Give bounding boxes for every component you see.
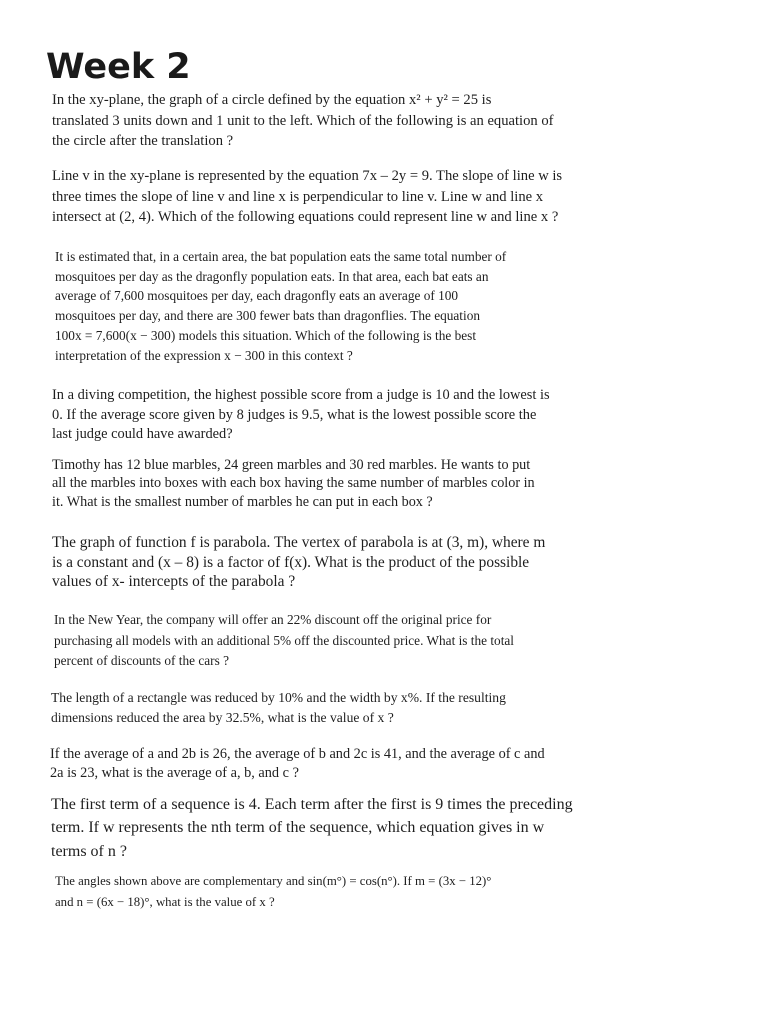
question-11 — [55, 871, 491, 912]
question-6-line-2: is a constant and (x – 8) is a factor of f(x). What is the product of the possible — [52, 553, 530, 571]
question-11-line-2: and n = (6x − 18)°, what is the value of x ? — [55, 894, 275, 909]
question-3-line-3: average of 7,600 mosquitoes per day, each dragonfly eats an average of 100 — [55, 288, 459, 304]
question-3-line-2: mosquitoes per day as the dragonfly population eats. In that area, each bat eats an — [55, 268, 489, 284]
question-5 — [52, 456, 535, 511]
question-4 — [52, 386, 550, 445]
question-1-line-2: translated 3 units down and 1 unit to the left. Which of the following is an equation of — [52, 112, 554, 129]
question-2-line-1: Line v in the xy-plane is represented by the equation 7x – 2y = 9. The slope of line w is — [52, 168, 563, 184]
question-4-line-1: In a diving competition, the highest possible score from a judge is 10 and the lowest is — [52, 387, 550, 403]
question-8 — [51, 688, 506, 728]
question-3-line-5: 100x = 7,600(x − 300) models this situation. Which of the following is the best — [55, 327, 477, 343]
question-10-line-2: term. If w represents the nth term of the sequence, which equation gives in w — [51, 819, 545, 837]
question-1 — [52, 90, 554, 152]
question-5-line-2: all the marbles into boxes with each box having the same number of marbles color in — [52, 475, 535, 492]
question-7-line-3: percent of discounts of the cars ? — [54, 653, 230, 668]
question-3 — [55, 247, 506, 365]
question-6 — [52, 533, 545, 592]
question-9 — [50, 745, 545, 782]
question-3-line-4: mosquitoes per day, and there are 300 fewer bats than dragonflies. The equation — [55, 308, 480, 324]
question-11-line-1: The angles shown above are complementary and sin(m°) = cos(n°). If m = (3x − 12)° — [55, 874, 492, 888]
question-10-line-1: The first term of a sequence is 4. Each term after the first is 9 times the preceding — [51, 796, 573, 813]
question-1-line-3: the circle after the translation ? — [52, 133, 234, 149]
question-8-line-1: The length of a rectangle was reduced by 10% and the width by x%. If the resulting — [51, 690, 506, 705]
question-3-line-1: It is estimated that, in a certain area, the bat population eats the same total number of — [55, 249, 507, 264]
question-7-line-2: purchasing all models with an additional 5% off the discounted price. What is the total — [54, 632, 514, 648]
question-6-line-1: The graph of function f is parabola. The vertex of parabola is at (3, m), where m — [52, 534, 546, 551]
question-10 — [51, 793, 573, 863]
question-4-line-3: last judge could have awarded? — [52, 426, 233, 443]
page-title: Week 2 — [46, 47, 191, 87]
question-7-line-1: In the New Year, the company will offer an 22% discount off the original price for — [54, 612, 492, 627]
question-10-line-3: terms of n ? — [51, 842, 127, 860]
question-5-line-1: Timothy has 12 blue marbles, 24 green marbles and 30 red marbles. He wants to put — [52, 457, 531, 473]
question-1-line-1: In the xy-plane, the graph of a circle defined by the equation x² + y² = 25 is — [52, 92, 492, 108]
question-6-line-3: values of x- intercepts of the parabola ? — [52, 573, 296, 590]
question-9-line-1: If the average of a and 2b is 26, the average of b and 2c is 41, and the average of c and — [50, 746, 545, 762]
question-4-line-2: 0. If the average score given by 8 judges is 9.5, what is the lowest possible score the — [52, 406, 537, 423]
question-2-line-3: intersect at (2, 4). Which of the following equations could represent line w and line x ? — [52, 209, 559, 225]
question-8-line-2: dimensions reduced the area by 32.5%, what is the value of x ? — [51, 710, 394, 725]
question-7 — [54, 610, 514, 672]
question-2-line-2: three times the slope of line v and line x is perpendicular to line v. Line w and line x — [52, 188, 544, 205]
question-5-line-3: it. What is the smallest number of marbles he can put in each box ? — [52, 493, 433, 510]
question-2 — [52, 166, 562, 228]
question-3-line-6: interpretation of the expression x − 300 in this context ? — [55, 347, 353, 363]
question-9-line-2: 2a is 23, what is the average of a, b, and c ? — [50, 764, 299, 781]
